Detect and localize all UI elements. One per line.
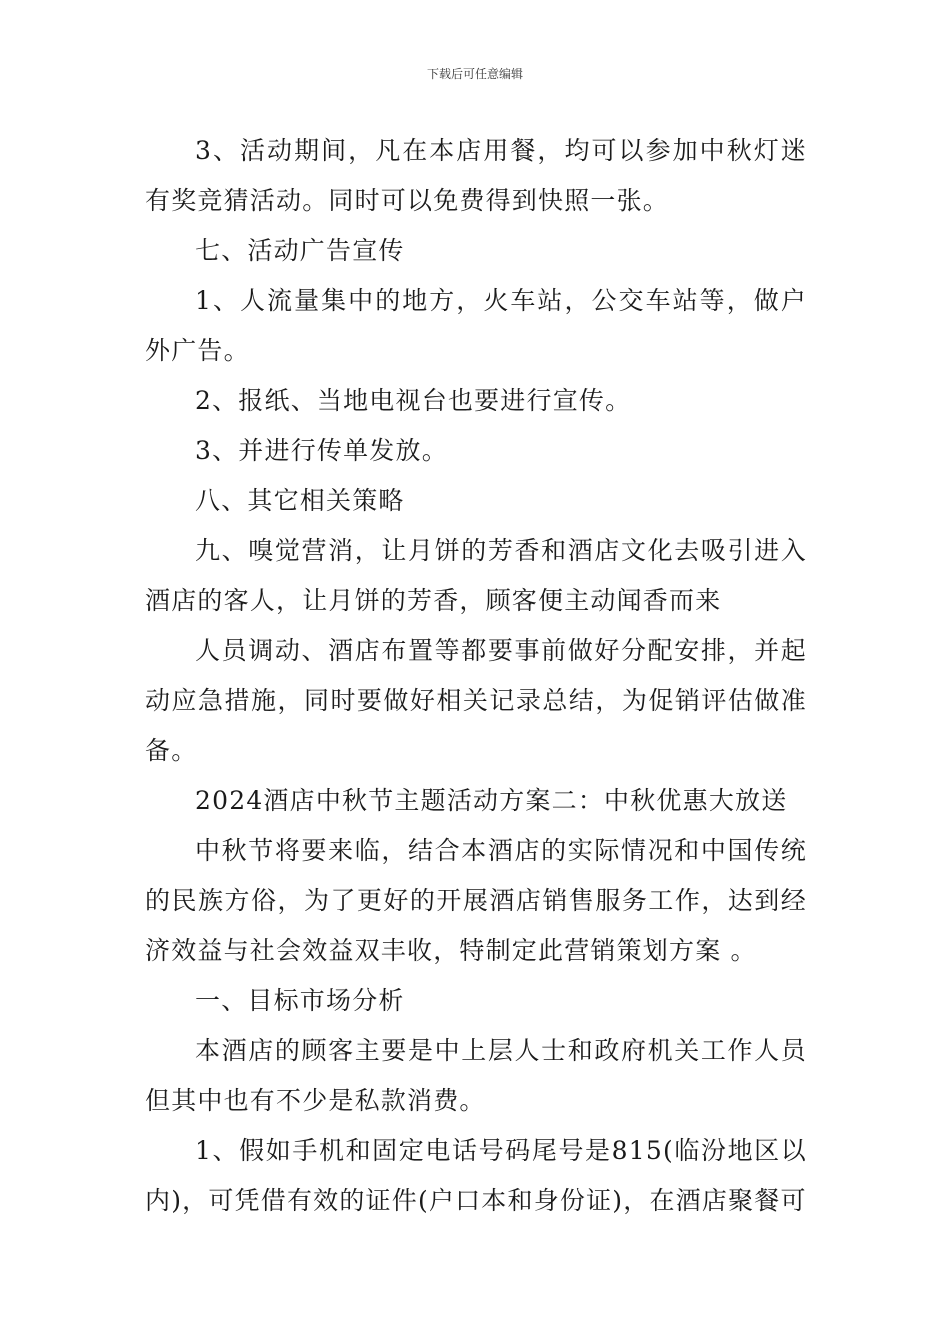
paragraph-ad-item-2: 2、报纸、当地电视台也要进行宣传。 — [195, 386, 632, 415]
paragraph-activity-item-3: 3、活动期间，凡在本店用餐，均可以参加中秋灯迷有奖竞猜活动。同时可以免费得到快照一张。 — [145, 136, 807, 215]
section-heading-advertising: 七、活动广告宣传 — [195, 236, 405, 265]
paragraph-staffing: 人员调动、酒店布置等都要事前做好分配安排，并起动应急措施，同时要做好相关记录总结，为促销评估做准备。 — [145, 636, 807, 765]
paragraph-ad-item-3: 3、并进行传单发放。 — [195, 436, 448, 465]
paragraph-ad-item-1: 1、人流量集中的地方，火车站，公交车站等，做户外广告。 — [145, 286, 807, 365]
paragraph-phone-offer: 1、假如手机和固定电话号码尾号是815(临汾地区以内)，可凭借有效的证件(户口本和身份证)，在酒店聚餐可 — [145, 1136, 807, 1215]
document-body — [145, 126, 807, 1226]
section-heading-market-analysis: 一、目标市场分析 — [195, 986, 405, 1015]
section-heading-other-strategies: 八、其它相关策略 — [195, 486, 405, 515]
paragraph-olfactory-marketing: 九、嗅觉营消，让月饼的芳香和酒店文化去吸引进入酒店的客人，让月饼的芳香，顾客便主动闻香而来 — [145, 536, 807, 615]
paragraph-customer-profile: 本酒店的顾客主要是中上层人士和政府机关工作人员但其中也有不少是私款消费。 — [145, 1036, 807, 1115]
plan-title-two: 2024酒店中秋节主题活动方案二：中秋优惠大放送 — [195, 786, 788, 815]
paragraph-plan-intro: 中秋节将要来临，结合本酒店的实际情况和中国传统的民族方俗，为了更好的开展酒店销售服务工作，达到经济效益与社会效益双丰收，特制定此营销策划方案 。 — [145, 836, 807, 965]
page-header: 下载后可任意编辑 — [426, 67, 523, 81]
